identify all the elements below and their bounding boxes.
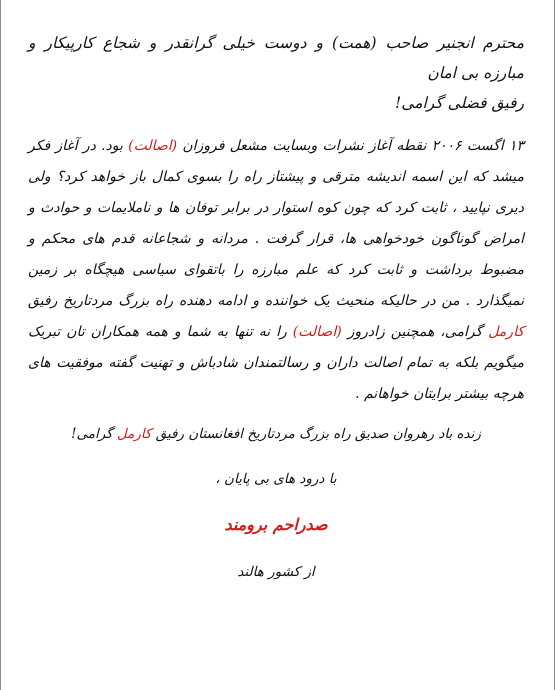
- body-text-1: ۱۳ اگست ۲۰۰۶ نقطه آغاز نشرات وبسایت مشعل فروزان: [177, 138, 525, 154]
- body-text-4: را نه تنها به شما و همه همکاران تان تبریک میگویم بلکه به تمام اصالت داران و رسالتمندان شادباش و تهنیت گفته موفقیت های هرچه بیشتر برایتان خواهانم .: [28, 324, 524, 402]
- signature: صدراحم برومند: [224, 515, 328, 534]
- closing-line: [28, 426, 524, 442]
- location: از کشور هالند: [237, 564, 315, 580]
- salutation-line-1: محترم انجنیر صاحب (همت) و دوست خیلی گرانقدر و شجاع کارپیکار و مبارزه بی امان: [28, 34, 524, 82]
- page-border-left: [0, 0, 1, 690]
- asalat-highlight-2: (اصالت): [292, 324, 342, 340]
- asalat-highlight-1: (اصالت): [128, 138, 178, 154]
- letter-body: [28, 131, 524, 410]
- letter: [28, 28, 524, 580]
- karmal-highlight-1: کارمل: [488, 324, 524, 340]
- body-text-3: گرامی، همچنین زادروز: [341, 324, 489, 340]
- salutation: [28, 28, 524, 118]
- regards: با درود های بی پایان ،: [215, 471, 337, 487]
- body-text-2: بود. در آغاز فکر میشد که این اسمه اندیشه مترقی و پیشتاز راه را بسوی کمال باز خواهد کرد؟ ولی دیری نپایید ، ثابت کرد که چون کوه استوار در برابر توفان ها و ناملایمات و حوادث و امراض گوناگون خودخواهی ها، قرار گرفت . مردانه و شجاعانه قدم های محکم و مضبوط برداشت و ثابت کرد که علم مبارزه را باتقوای سیاسی هیچگاه بر زمین نمیگذارد . من در حالیکه منحیث یک خواننده و ادامه دهنده راه بزرگ مردتاریخ رفیق: [28, 138, 524, 309]
- karmal-highlight-2: کارمل: [116, 426, 152, 442]
- closing-text-2: گرامی!: [71, 426, 117, 442]
- closing-text-1: زنده باد رهروان صدیق راه بزرگ مردتاریخ افغانستان رفیق: [151, 426, 481, 442]
- salutation-line-2: رفیق فضلی گرامی!: [395, 94, 524, 112]
